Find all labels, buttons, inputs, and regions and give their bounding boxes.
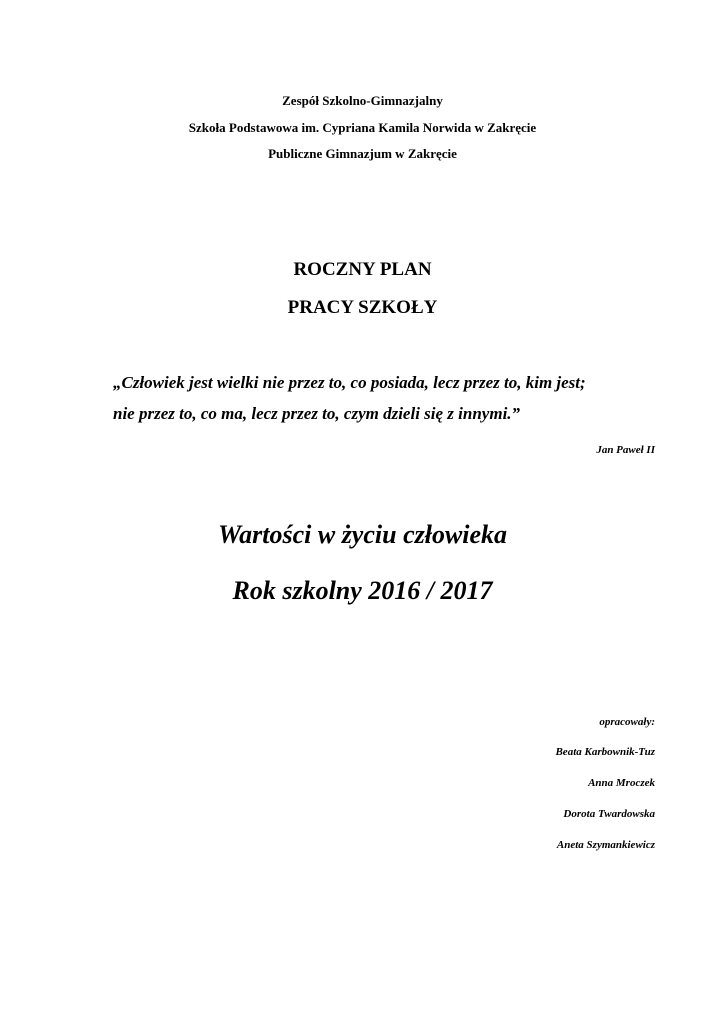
credit-name: Beata Karbownik-Tuz	[555, 746, 655, 758]
primary-school-name: Szkoła Podstawowa im. Cypriana Kamila Norwida w Zakręcie	[188, 120, 537, 135]
quote-author: Jan Paweł II	[596, 444, 655, 456]
theme-title: Wartości w życiu człowieka	[217, 520, 508, 549]
credit-name: Anna Mroczek	[588, 777, 655, 789]
plan-title-line1: ROCZNY PLAN	[293, 259, 432, 280]
credits-label: opracowały:	[599, 716, 655, 728]
gymnasium-name: Publiczne Gimnazjum w Zakręcie	[268, 146, 457, 161]
credit-name: Aneta Szymankiewicz	[556, 839, 655, 851]
credit-name: Dorota Twardowska	[563, 808, 655, 820]
quote-line1: „Człowiek jest wielki nie przez to, co posiada, lecz przez to, kim jest;	[113, 373, 586, 392]
plan-title-line2: PRACY SZKOŁY	[287, 297, 438, 318]
school-complex-name: Zespół Szkolno-Gimnazjalny	[282, 93, 443, 108]
school-year: Rok szkolny 2016 / 2017	[232, 576, 493, 605]
quote-line2: nie przez to, co ma, lecz przez to, czym dzieli się z innymi.”	[113, 404, 521, 423]
